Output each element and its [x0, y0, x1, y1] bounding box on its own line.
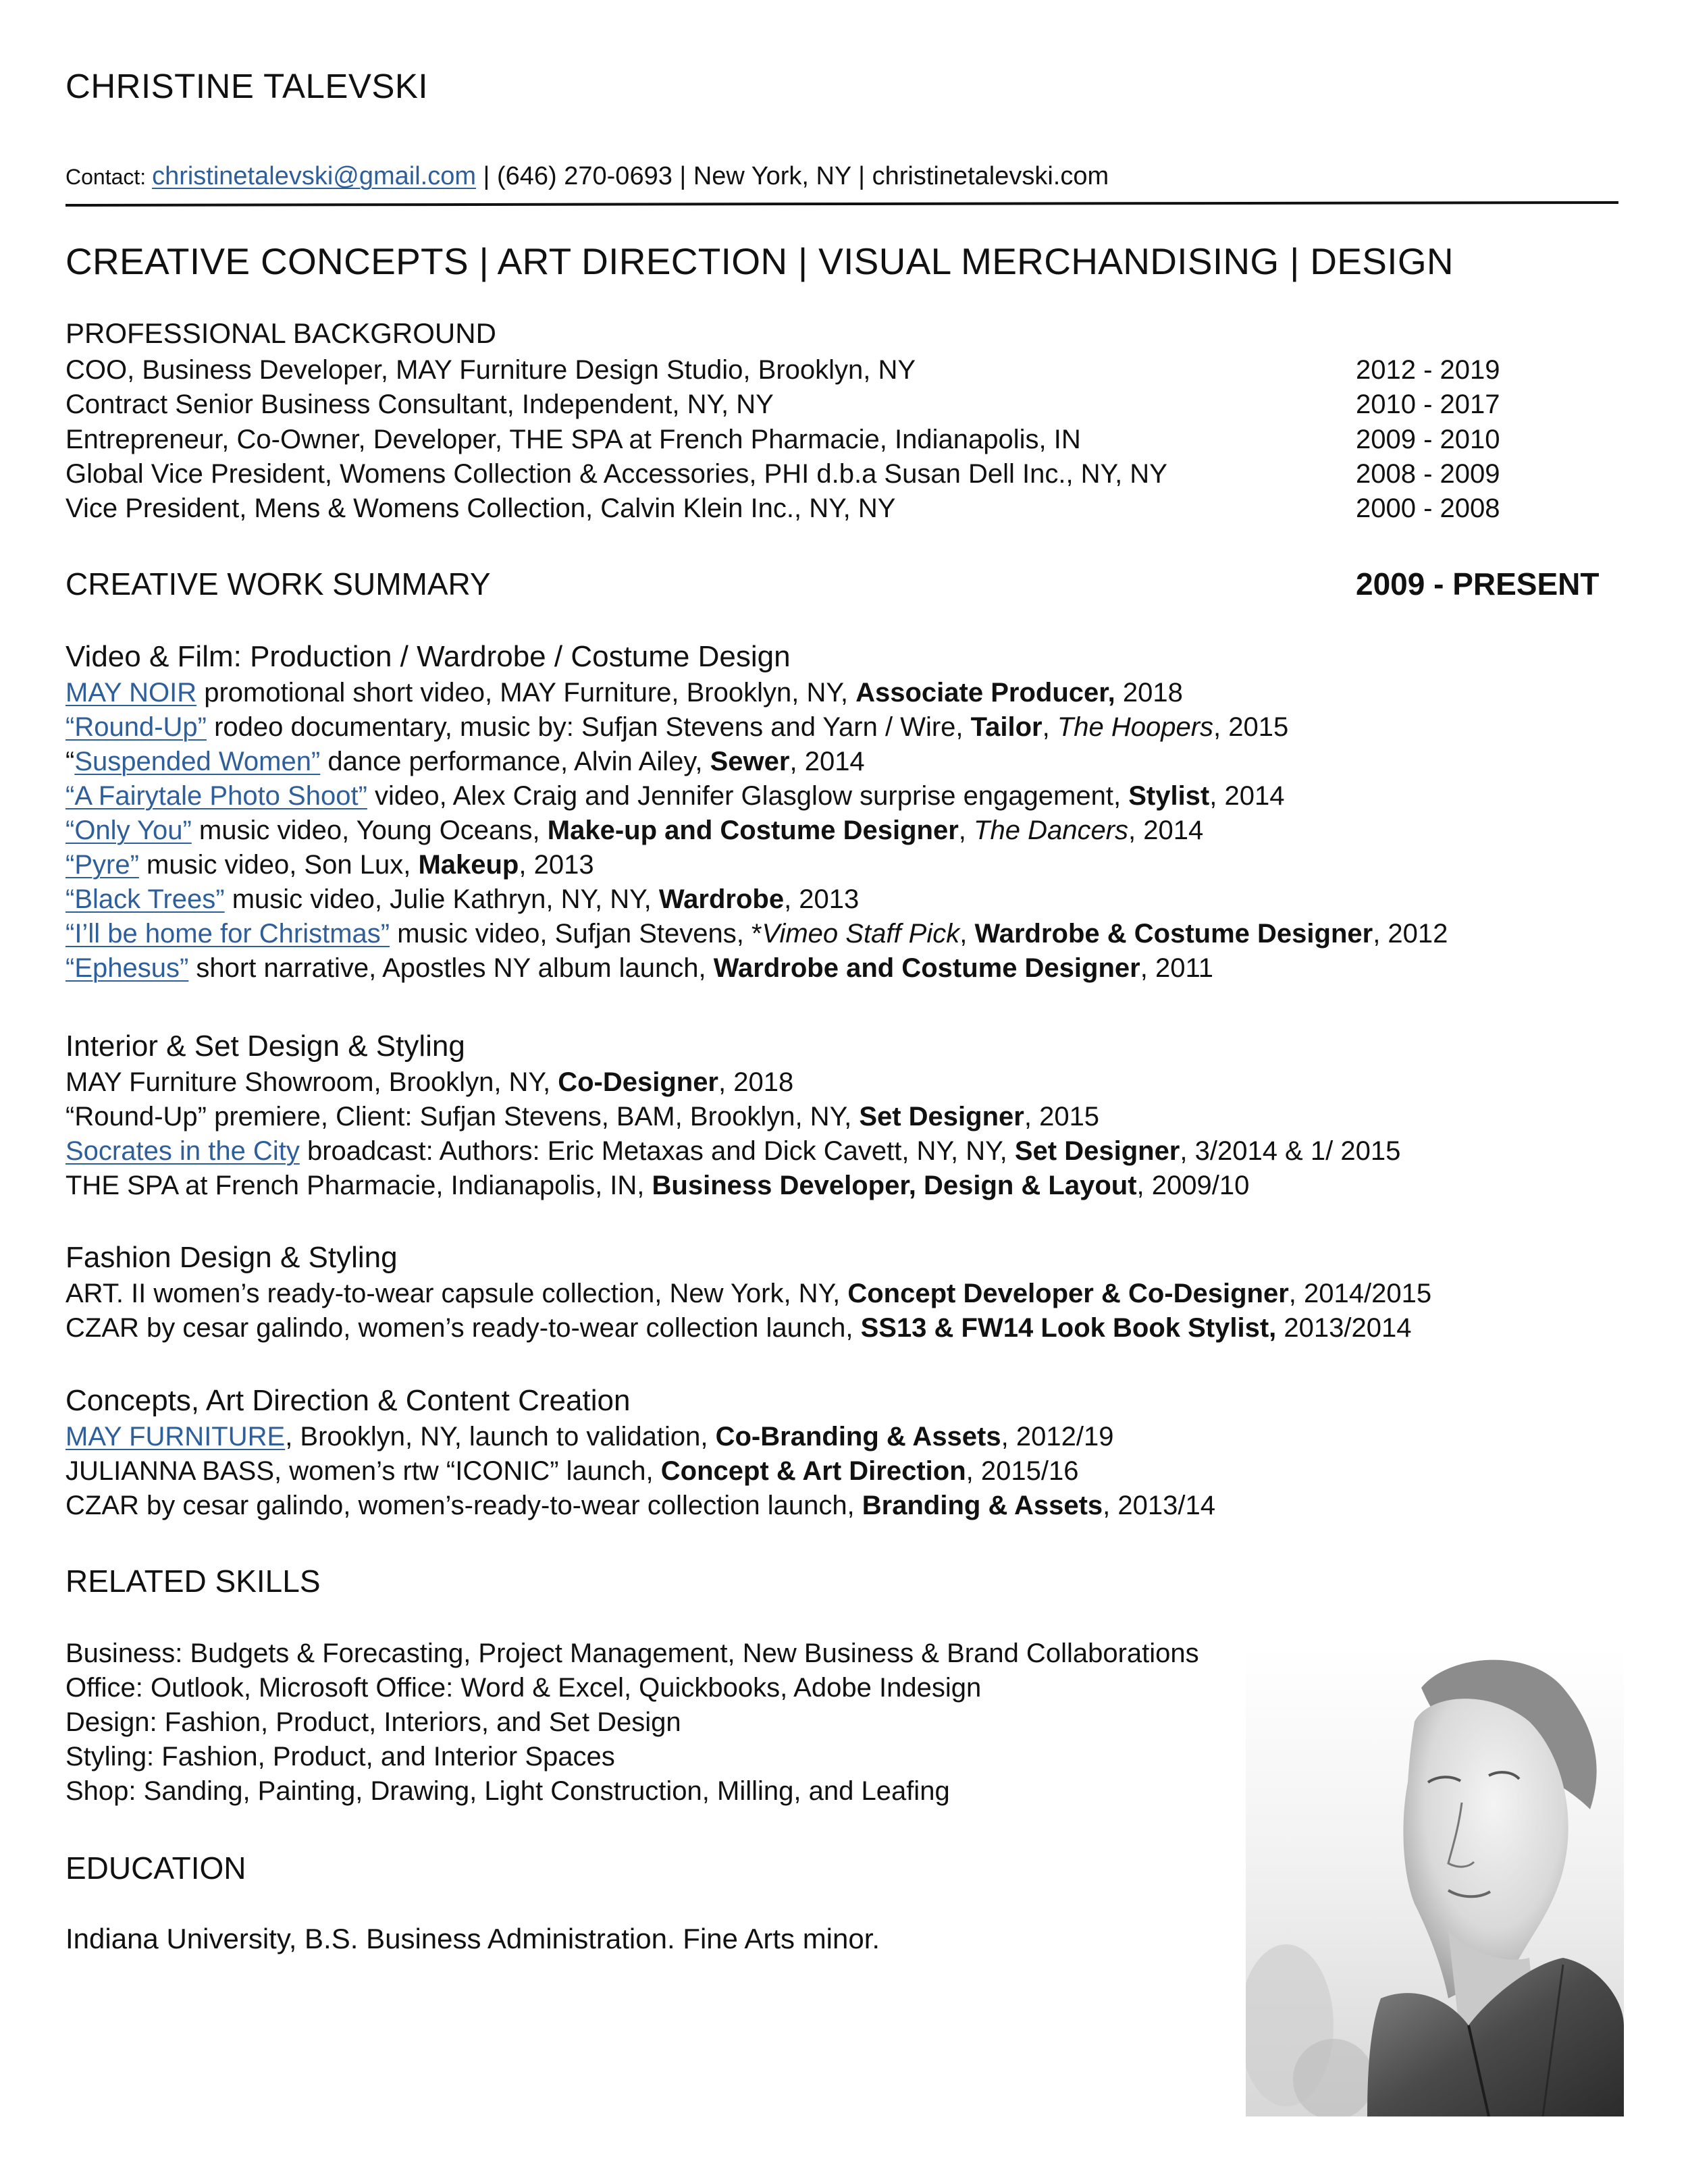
video-item: “Suspended Women” dance performance, Alvin Ailey, Sewer, 2014: [65, 747, 865, 776]
professional-item: Entrepreneur, Co-Owner, Developer, THE SPA at French Pharmacie, Indianapolis, IN: [65, 425, 1081, 454]
video-link[interactable]: Suspended Women”: [74, 747, 321, 776]
video-item: “Only You” music video, Young Oceans, Make-up and Costume Designer, The Dancers, 2014: [65, 816, 1204, 845]
concepts-heading: Concepts, Art Direction & Content Creation: [65, 1384, 631, 1417]
professional-heading: PROFESSIONAL BACKGROUND: [65, 317, 496, 349]
contact-label: Contact:: [65, 165, 153, 189]
video-item: “Round-Up” rodeo documentary, music by: Sufjan Stevens and Yarn / Wire, Tailor, The Hoopers, 2015: [65, 712, 1289, 742]
education-heading: EDUCATION: [65, 1850, 246, 1886]
professional-item: Contract Senior Business Consultant, Independent, NY, NY: [65, 390, 774, 419]
interior-item: THE SPA at French Pharmacie, Indianapolis, IN, Business Developer, Design & Layout, 2009/10: [65, 1171, 1250, 1200]
email-link[interactable]: christinetalevski@gmail.com: [152, 162, 476, 190]
interior-heading: Interior & Set Design & Styling: [65, 1030, 465, 1063]
skill-item: Office: Outlook, Microsoft Office: Word & Excel, Quickbooks, Adobe Indesign: [65, 1673, 982, 1703]
header-divider: [65, 201, 1618, 207]
candidate-name: CHRISTINE TALEVSKI: [65, 67, 429, 105]
video-link[interactable]: MAY NOIR: [65, 678, 197, 708]
video-item: “A Fairytale Photo Shoot” video, Alex Craig and Jennifer Glasglow surprise engagement, Stylist, 2014: [65, 781, 1285, 811]
creative-heading: CREATIVE WORK SUMMARY: [65, 566, 491, 602]
video-link[interactable]: “Only You”: [65, 816, 192, 845]
video-item: MAY NOIR promotional short video, MAY Furniture, Brooklyn, NY, Associate Producer, 2018: [65, 678, 1183, 708]
video-link[interactable]: “I’ll be home for Christmas”: [65, 919, 390, 949]
fashion-item: ART. II women’s ready-to-wear capsule collection, New York, NY, Concept Developer & Co-Designer, 2014/2015: [65, 1279, 1432, 1308]
video-link[interactable]: “Black Trees”: [65, 884, 225, 914]
video-item: “Black Trees” music video, Julie Kathryn, NY, NY, Wardrobe, 2013: [65, 884, 860, 914]
education-item: Indiana University, B.S. Business Administration. Fine Arts minor.: [65, 1923, 880, 1954]
video-link[interactable]: “Round-Up”: [65, 712, 207, 742]
portrait-photo: [1246, 1647, 1624, 2116]
contact-details: | (646) 270-0693 | New York, NY | christinetalevski.com: [476, 162, 1109, 190]
fashion-heading: Fashion Design & Styling: [65, 1241, 398, 1274]
video-heading: Video & Film: Production / Wardrobe / Costume Design: [65, 640, 791, 673]
concepts-link[interactable]: MAY FURNITURE: [65, 1422, 286, 1451]
concepts-item: JULIANNA BASS, women’s rtw “ICONIC” launch, Concept & Art Direction, 2015/16: [65, 1456, 1079, 1486]
professional-years: 2008 - 2009: [1356, 459, 1500, 489]
video-link[interactable]: “Ephesus”: [65, 953, 189, 983]
video-item: “Ephesus” short narrative, Apostles NY album launch, Wardrobe and Costume Designer, 2011: [65, 953, 1213, 983]
professional-item: Vice President, Mens & Womens Collection, Calvin Klein Inc., NY, NY: [65, 494, 896, 523]
tagline: CREATIVE CONCEPTS | ART DIRECTION | VISUAL MERCHANDISING | DESIGN: [65, 240, 1454, 282]
professional-item: COO, Business Developer, MAY Furniture Design Studio, Brooklyn, NY: [65, 355, 916, 385]
professional-years: 2000 - 2008: [1356, 494, 1500, 523]
skills-heading: RELATED SKILLS: [65, 1564, 321, 1599]
video-item: “Pyre” music video, Son Lux, Makeup, 2013: [65, 850, 594, 880]
professional-years: 2012 - 2019: [1356, 355, 1500, 385]
concepts-item: CZAR by cesar galindo, women’s-ready-to-wear collection launch, Branding & Assets, 2013/14: [65, 1491, 1215, 1520]
creative-years: 2009 - PRESENT: [1356, 566, 1600, 602]
professional-years: 2009 - 2010: [1356, 425, 1500, 454]
interior-item: MAY Furniture Showroom, Brooklyn, NY, Co-Designer, 2018: [65, 1067, 794, 1097]
skill-item: Styling: Fashion, Product, and Interior Spaces: [65, 1742, 615, 1772]
interior-link[interactable]: Socrates in the City: [65, 1136, 300, 1166]
video-link[interactable]: “Pyre”: [65, 850, 139, 880]
concepts-item: MAY FURNITURE, Brooklyn, NY, launch to validation, Co-Branding & Assets, 2012/19: [65, 1422, 1114, 1451]
professional-item: Global Vice President, Womens Collection & Accessories, PHI d.b.a Susan Dell Inc., NY, NY: [65, 459, 1167, 489]
fashion-item: CZAR by cesar galindo, women’s ready-to-wear collection launch, SS13 & FW14 Look Book Stylist, 2013/2014: [65, 1313, 1412, 1343]
interior-item: “Round-Up” premiere, Client: Sufjan Stevens, BAM, Brooklyn, NY, Set Designer, 2015: [65, 1102, 1100, 1131]
contact-line: [65, 162, 1109, 191]
skill-item: Business: Budgets & Forecasting, Project Management, New Business & Brand Collaborations: [65, 1639, 1199, 1668]
interior-item: Socrates in the City broadcast: Authors: Eric Metaxas and Dick Cavett, NY, NY, Set Designer, 3/2014 & 1/ 2015: [65, 1136, 1401, 1166]
professional-years: 2010 - 2017: [1356, 390, 1500, 419]
video-item: “I’ll be home for Christmas” music video, Sufjan Stevens, *Vimeo Staff Pick, Wardrobe & Costume Designer, 2012: [65, 919, 1448, 949]
skill-item: Design: Fashion, Product, Interiors, and Set Design: [65, 1707, 681, 1737]
video-link[interactable]: “A Fairytale Photo Shoot”: [65, 781, 367, 811]
skill-item: Shop: Sanding, Painting, Drawing, Light Construction, Milling, and Leafing: [65, 1776, 950, 1806]
